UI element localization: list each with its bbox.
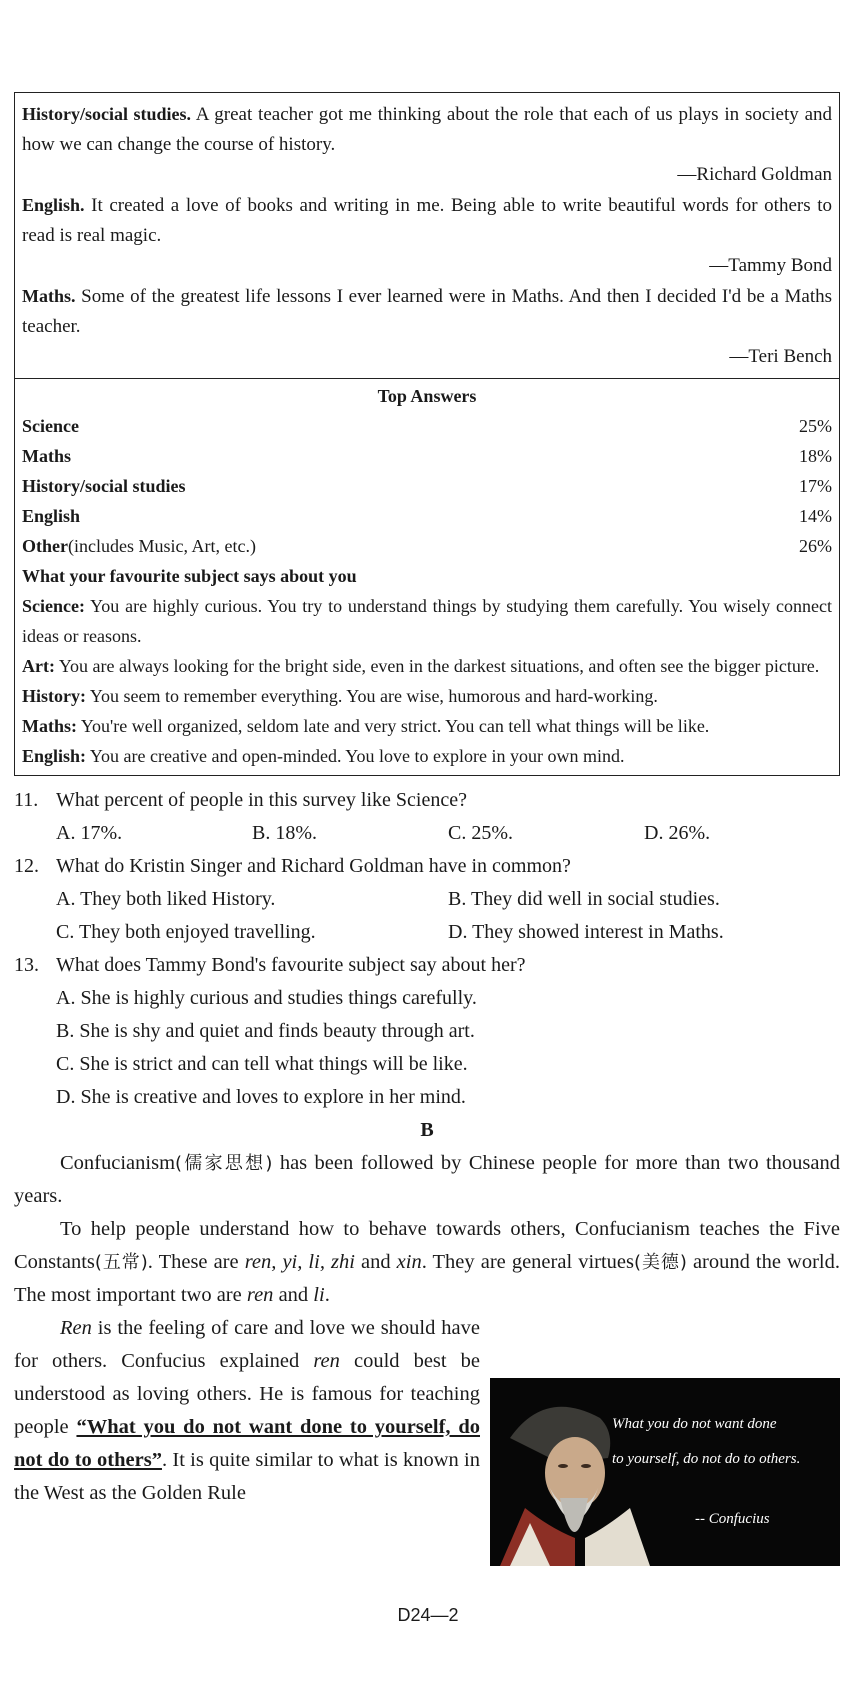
quotes-box	[14, 92, 840, 379]
option-d[interactable]: D. They showed interest in Maths.	[448, 921, 724, 943]
option-b[interactable]: B. They did well in social studies.	[448, 888, 720, 910]
options-12	[14, 883, 840, 916]
option-b[interactable]: B. 18%.	[252, 822, 317, 844]
quote-english: English. It created a love of books and writing in me. Being able to write beautiful words for others to read is real magic.	[22, 195, 832, 246]
image-quote-line2: to yourself, do not do to others.	[612, 1451, 801, 1467]
question-12: 12. What do Kristin Singer and Richard Goldman have in common?	[14, 855, 571, 877]
image-quote-line1: What you do not want done	[612, 1416, 777, 1432]
answer-row: Science 25%	[22, 416, 832, 436]
trait-science: Science: You are highly curious. You try to understand things by studying them carefully. You wisely connect ideas or reasons.	[22, 596, 832, 646]
option-a[interactable]: A. They both liked History.	[56, 888, 276, 910]
quote-author: —Tammy Bond	[709, 255, 832, 276]
trait-english: English: You are creative and open-minded. You love to explore in your own mind.	[22, 746, 625, 766]
answer-row: History/social studies 17%	[22, 476, 832, 496]
confucius-portrait-icon	[490, 1378, 840, 1566]
answer-row: English 14%	[22, 506, 832, 526]
passage-paragraph-2: To help people understand how to behave towards others, Confucianism teaches the Five Constants(五常). These are ren, yi, li, zhi and xin. They are general virtues(美德) around the world. The most important two are ren and li.	[14, 1218, 840, 1306]
confucius-image	[490, 1378, 840, 1566]
passage-paragraph-1: Confucianism(儒家思想) has been followed by Chinese people for more than two thousand years.	[14, 1152, 840, 1207]
option-c[interactable]: C. She is strict and can tell what things will be like.	[56, 1053, 468, 1075]
trait-maths: Maths: You're well organized, seldom late and very strict. You can tell what things will be like.	[22, 716, 710, 736]
quote-maths: Maths. Some of the greatest life lessons I ever learned were in Maths. And then I decided I'd be a Maths teacher.	[22, 286, 832, 337]
questions	[14, 784, 840, 1114]
option-a[interactable]: A. 17%.	[56, 822, 123, 844]
quote-history: History/social studies. A great teacher got me thinking about the role that each of us plays in society and how we can change the course of history.	[22, 104, 832, 155]
question-13: 13. What does Tammy Bond's favourite subject say about her?	[14, 954, 526, 976]
option-c[interactable]: C. They both enjoyed travelling.	[56, 921, 316, 943]
answer-row: Maths 18%	[22, 446, 832, 466]
trait-history: History: You seem to remember everything. You are wise, humorous and hard-working.	[22, 686, 658, 706]
section-heading: B	[420, 1119, 434, 1141]
top-answers-title: Top Answers	[377, 386, 477, 406]
quote-author: —Teri Bench	[729, 346, 832, 367]
option-d[interactable]: D. She is creative and loves to explore in her mind.	[56, 1086, 466, 1108]
options-11	[14, 817, 840, 850]
trait-art: Art: You are always looking for the bright side, even in the darkest situations, and often see the bigger picture.	[22, 656, 820, 676]
option-c[interactable]: C. 25%.	[448, 822, 513, 844]
option-b[interactable]: B. She is shy and quiet and finds beauty through art.	[56, 1020, 475, 1042]
quote-author: —Richard Goldman	[677, 164, 832, 185]
passage-paragraph-3: Ren is the feeling of care and love we should have for others. Confucius explained ren could best be understood as loving others. He is famous for teaching people “What you do not want done to yourself, do not do to others”. It is quite similar to what is known in the West as the Golden Rule	[14, 1317, 480, 1504]
answer-row: Other(includes Music, Art, etc.) 26%	[22, 536, 832, 556]
image-attribution: -- Confucius	[695, 1511, 770, 1527]
question-11: 11. What percent of people in this survey like Science?	[14, 789, 467, 811]
traits-title: What your favourite subject says about you	[22, 566, 357, 586]
option-d[interactable]: D. 26%.	[644, 822, 711, 844]
page-footer: D24—2	[397, 1605, 459, 1625]
top-answers-box	[14, 379, 840, 776]
option-a[interactable]: A. She is highly curious and studies things carefully.	[56, 987, 477, 1009]
page-content	[14, 92, 840, 1510]
options-12-cd	[14, 916, 840, 949]
